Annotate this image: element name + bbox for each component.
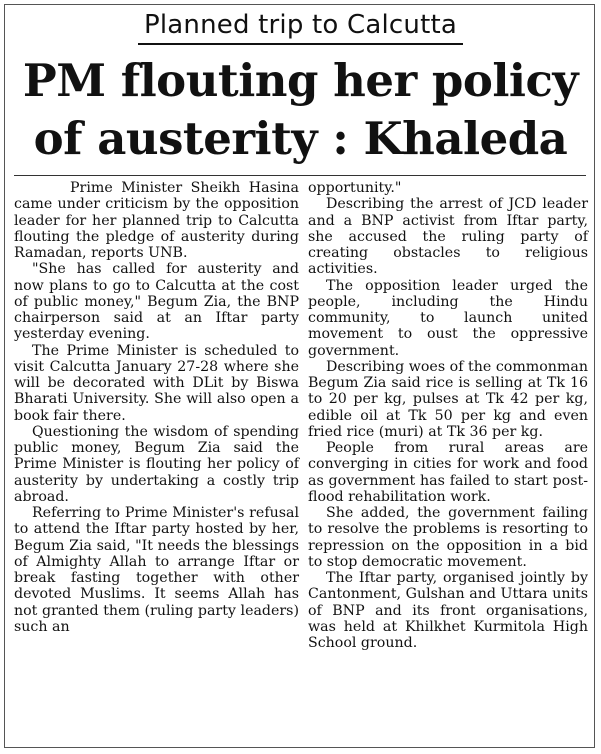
kicker-heading: Planned trip to Calcutta: [138, 8, 463, 45]
paragraph: "She has called for austerity and now plans to go to Calcutta at the cost of public money," Begum Zia, the BNP chairperson said at an Iftar party yesterday evening.: [14, 261, 299, 343]
paragraph: Referring to Prime Minister's refusal to attend the Iftar party hosted by her, Begum Zia said, "It needs the blessings of Almighty Allah to arrange Iftar or break fasting together with other devoted Muslims. It seems Allah has not granted them (ruling party leaders) such an: [14, 505, 299, 635]
headline-line-2: of austerity : Khaleda: [33, 112, 568, 165]
paragraph: Questioning the wisdom of spending public money, Begum Zia said the Prime Minister is flouting her policy of austerity by undertaking a costly trip abroad.: [14, 423, 299, 505]
paragraph: She added, the government failing to resolve the problems is resorting to repression on the opposition in a bid to stop democratic movement.: [308, 505, 588, 570]
left-column: [14, 180, 299, 635]
paragraph: The Iftar party, organised jointly by Cantonment, Gulshan and Uttara units of BNP and its front organisations, was held at Khilkhet Kurmitola High School ground.: [308, 570, 588, 651]
headline-line-1: PM flouting her policy: [22, 54, 579, 107]
paragraph: People from rural areas are converging in cities for work and food as government has failed to start post-flood rehabilitation work.: [308, 440, 588, 505]
paragraph: The opposition leader urged the people, including the Hindu community, to launch united movement to oust the oppressive government.: [308, 277, 588, 359]
paragraph: The Prime Minister is scheduled to visit Calcutta January 27-28 where she will be decorated with DLit by Biswa Bharati University. She will also open a book fair there.: [14, 342, 299, 424]
right-column: [308, 180, 588, 651]
paragraph: Describing woes of the commonman Begum Zia said rice is selling at Tk 16 to 20 per kg, pulses at Tk 42 per kg, edible oil at Tk 50 per kg and even fried rice (muri) at Tk 36 per kg.: [308, 358, 588, 440]
paragraph: Prime Minister Sheikh Hasina came under criticism by the opposition leader for her planned trip to Calcutta flouting the pledge of austerity during Ramadan, reports UNB.: [14, 180, 299, 261]
paragraph: opportunity.": [308, 180, 402, 196]
paragraph: Describing the arrest of JCD leader and a BNP activist from Iftar party, she accused the ruling party of creating obstacles to religious activities.: [308, 196, 588, 278]
headline: [0, 52, 601, 168]
headline-rule: [14, 175, 586, 176]
kicker-wrap: [0, 8, 601, 45]
